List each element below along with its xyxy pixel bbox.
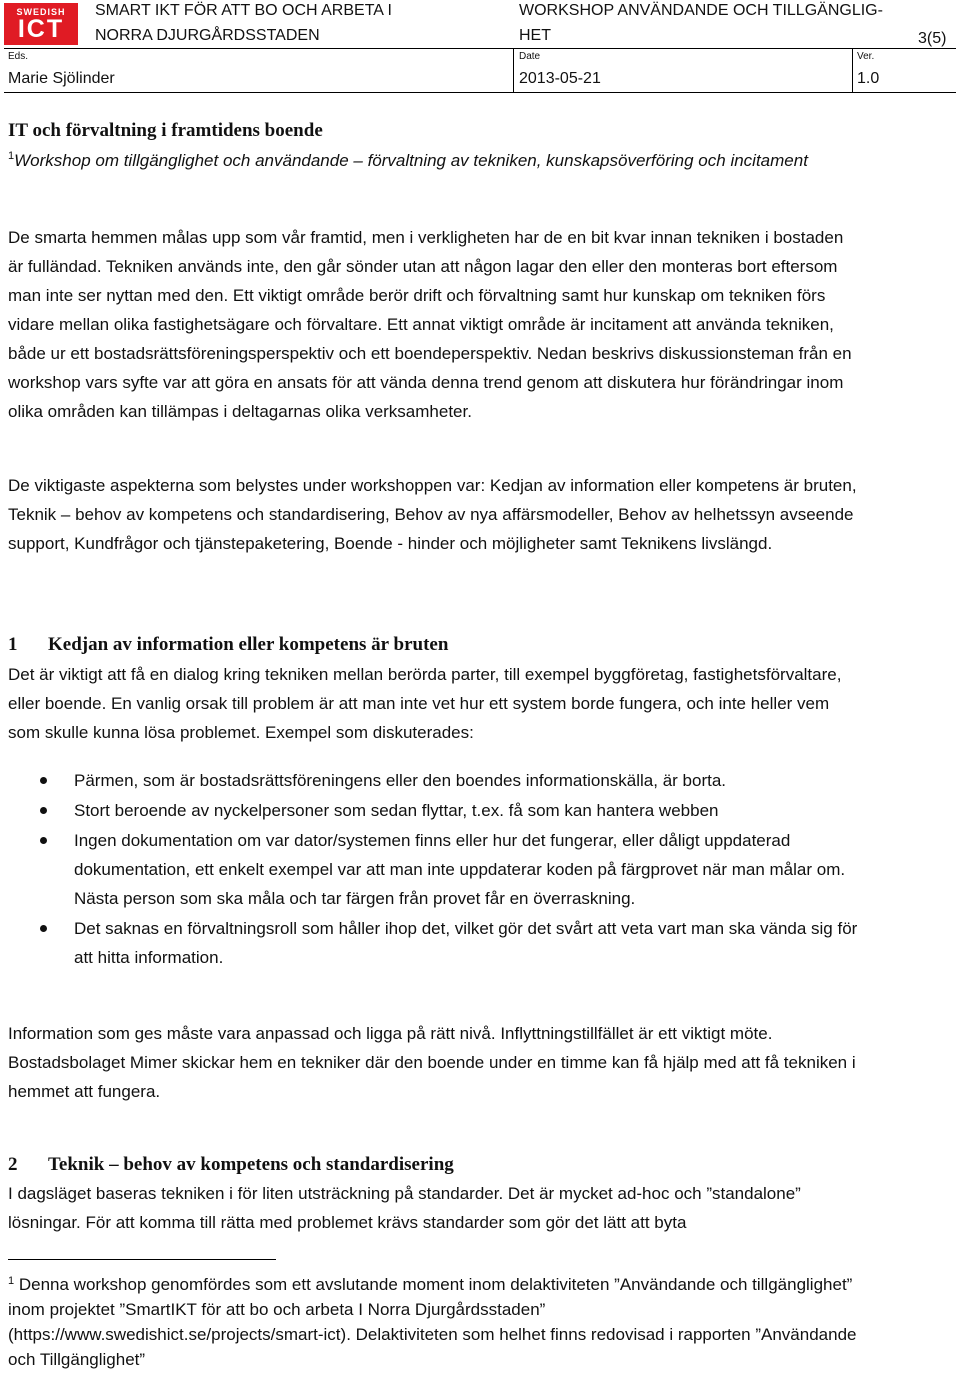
section-1-title: Kedjan av information eller kompetens är bruten: [48, 634, 449, 655]
footnote: [8, 1272, 858, 1372]
swedish-ict-logo: [4, 3, 78, 45]
project-title-line1: SMART IKT FÖR ATT BO OCH ARBETA I: [95, 2, 392, 19]
date-label: Date: [519, 51, 541, 62]
section-2-paragraph: I dagsläget baseras tekniken i för liten utsträckning på standarder. Det är mycket ad-hoc och ”standalone” lösningar. För att komma till rätta med problemet krävs standarder som gör det lätt att byta: [8, 1184, 801, 1232]
logo-main-text: ICT: [17, 15, 65, 43]
section-2-number: 2: [8, 1154, 18, 1175]
footnote-text: Denna workshop genomfördes som ett avslutande moment inom delaktiviteten ”Användande och tillgänglighet” inom projektet ”SmartIKT för att bo och arbeta I Norra Djurgårdsstaden” (https://www.swedishict.se/projects/smart-ict). Delaktiviteten som helhet finns redovisad i rapporten ”Användande och Tillgänglighet”: [8, 1275, 857, 1369]
page-subtitle: [8, 146, 858, 175]
header-rule-top: [4, 48, 956, 49]
list-item-text: Det saknas en förvaltningsroll som håller ihop det, vilket gör det svårt att veta vart man ska vända sig för att hitta information.: [74, 919, 858, 967]
list-item-text: Pärmen, som är bostadsrättsföreningens eller den boendes informationskälla, är borta.: [74, 771, 727, 790]
ver-label: Ver.: [857, 51, 875, 62]
header-rule-bottom: [4, 92, 956, 93]
doc-date: 2013-05-21: [519, 70, 601, 87]
doc-title-line1: WORKSHOP ANVÄNDANDE OCH TILLGÄNGLIG-: [519, 2, 883, 19]
list-item: [8, 826, 858, 913]
bullet-icon: [40, 837, 47, 844]
section-1-heading: [8, 634, 448, 656]
section-1-closing: Information som ges måste vara anpassad och ligga på rätt nivå. Inflyttningstillfället är ett viktigt möte. Bostadsbolaget Mimer skickar hem en tekniker där den boende under en timme kan få hjälp med att få tekniken i hemmet att fungera.: [8, 1024, 856, 1101]
bullet-icon: [40, 777, 47, 784]
header-divider-ver: [852, 48, 853, 92]
list-item: [8, 796, 858, 825]
subtitle-text: Workshop om tillgänglighet och användande – förvaltning av tekniken, kunskapsöverföring och incitament: [14, 151, 808, 170]
doc-title-line2: HET: [519, 27, 551, 44]
list-item: [8, 766, 858, 795]
list-item-text: Stort beroende av nyckelpersoner som sedan flyttar, t.ex. få som kan hantera webben: [74, 801, 719, 820]
page-number: 3(5): [918, 30, 947, 47]
section-2-title: Teknik – behov av kompetens och standardisering: [48, 1154, 454, 1175]
logo-top-text: SWEDISH: [16, 7, 66, 17]
author-name: Marie Sjölinder: [8, 70, 115, 87]
aspects-paragraph: De viktigaste aspekterna som belystes under workshoppen var: Kedjan av information eller kompetens är bruten, Teknik – behov av kompetens och standardisering, Behov av nya affärsmodeller, Behov av helhetssyn avseende support, Kundfrågor och tjänstepaketering, Boende - hinder och möjligheter samt Teknikens livslängd.: [8, 476, 857, 553]
footnote-separator: [8, 1259, 276, 1260]
footnote-number: 1: [8, 1275, 15, 1287]
eds-label: Eds.: [8, 51, 29, 62]
section-2-heading: [8, 1154, 454, 1176]
footnote-ref: 1: [8, 150, 15, 162]
bullet-icon: [40, 807, 47, 814]
page-title: IT och förvaltning i framtidens boende: [8, 120, 323, 141]
bullet-icon: [40, 925, 47, 932]
project-title-line2: NORRA DJURGÅRDSSTADEN: [95, 27, 320, 44]
intro-paragraph: De smarta hemmen målas upp som vår framtid, men i verkligheten har de en bit kvar innan tekniken i bostaden är fulländad. Tekniken används inte, den går sönder utan att någon lagar den eller den monteras bort eftersom man inte ser nyttan med den. Ett viktigt område berör drift och förvaltning samt hur kunskap om tekniken förs vidare mellan olika fastighetsägare och förvaltare. Ett annat viktigt område är incitament att använda tekniken, både ur ett bostadsrättsföreningsperspektiv och ett boendeperspektiv. Nedan beskrivs diskussionsteman från en workshop vars syfte var att göra en ansats för att vända denna trend genom att diskutera hur förändringar inom olika områden kan tillämpas i deltagarnas olika verksamheter.: [8, 228, 852, 421]
section-1-paragraph: Det är viktigt att få en dialog kring tekniken mellan berörda parter, till exempel byggföretag, fastighetsförvaltare, eller boende. En vanlig orsak till problem är att man inte vet hur ett system borde fungera, och inte heller vem som skulle kunna lösa problemet. Exempel som diskuterades:: [8, 665, 842, 742]
header-divider-date: [513, 48, 514, 92]
section-1-number: 1: [8, 634, 18, 655]
list-item-text: Ingen dokumentation om var dator/systemen finns eller hur det fungerar, eller dåligt uppdaterad dokumentation, ett enkelt exempel var att man inte uppdaterar koden på färgprovet när man målar om. Nästa person som ska måla och tar färgen från provet får en överraskning.: [74, 831, 846, 908]
section-1-bullet-list: [8, 766, 858, 973]
list-item: [8, 914, 858, 972]
doc-version: 1.0: [857, 70, 880, 87]
